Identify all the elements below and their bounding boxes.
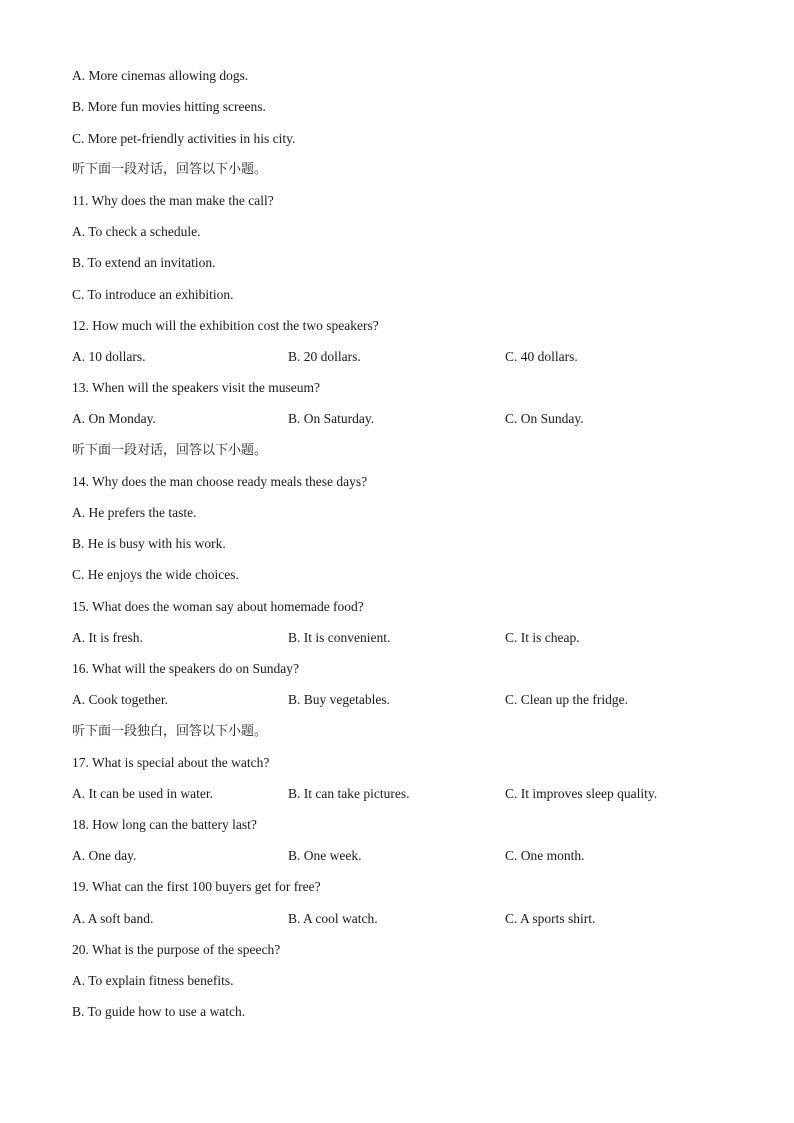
question-11: 11. Why does the man make the call? [72,193,274,208]
question-16: 16. What will the speakers do on Sunday? [72,661,299,676]
option-c: C. One month. [505,848,585,863]
option-b: B. On Saturday. [288,411,375,426]
option-text: B. To extend an invitation. [72,255,216,270]
option-a: A. It can be used in water. [72,786,213,801]
option-c: C. It improves sleep quality. [505,786,658,801]
question-18: 18. How long can the battery last? [72,817,257,832]
option-row [72,784,752,804]
option-b: B. One week. [288,848,362,863]
option-b: B. A cool watch. [288,911,378,926]
option-row [72,409,752,429]
option-a: A. 10 dollars. [72,349,146,364]
section-instruction: 听下面一段对话，回答以下小题。 [72,162,268,177]
question-19: 19. What can the first 100 buyers get for free? [72,879,321,894]
option-b: B. It can take pictures. [288,786,410,801]
question-20: 20. What is the purpose of the speech? [72,942,281,957]
option-row [72,690,752,710]
option-text: C. More pet-friendly activities in his city. [72,131,296,146]
option-b: B. 20 dollars. [288,349,361,364]
option-a: A. One day. [72,848,137,863]
option-text: B. More fun movies hitting screens. [72,99,266,114]
option-c: C. On Sunday. [505,411,584,426]
option-text: C. He enjoys the wide choices. [72,567,239,582]
option-a: A. On Monday. [72,411,156,426]
option-a: A. It is fresh. [72,630,143,645]
question-17: 17. What is special about the watch? [72,755,270,770]
option-row [72,909,752,929]
option-text: C. To introduce an exhibition. [72,287,234,302]
section-instruction: 听下面一段对话，回答以下小题。 [72,443,268,458]
option-row [72,628,752,648]
option-text: B. He is busy with his work. [72,536,226,551]
option-c: C. 40 dollars. [505,349,578,364]
option-text: A. To check a schedule. [72,224,201,239]
option-c: C. A sports shirt. [505,911,596,926]
option-a: A. A soft band. [72,911,154,926]
question-15: 15. What does the woman say about homemade food? [72,599,364,614]
section-instruction: 听下面一段独白，回答以下小题。 [72,724,268,739]
option-c: C. Clean up the fridge. [505,692,628,707]
option-a: A. Cook together. [72,692,168,707]
option-c: C. It is cheap. [505,630,580,645]
option-text: A. More cinemas allowing dogs. [72,68,249,83]
option-text: A. He prefers the taste. [72,505,197,520]
question-13: 13. When will the speakers visit the museum? [72,380,320,395]
option-text: A. To explain fitness benefits. [72,973,234,988]
option-row [72,846,752,866]
question-12: 12. How much will the exhibition cost the two speakers? [72,318,379,333]
option-b: B. It is convenient. [288,630,391,645]
option-text: B. To guide how to use a watch. [72,1004,246,1019]
question-14: 14. Why does the man choose ready meals these days? [72,474,368,489]
option-b: B. Buy vegetables. [288,692,390,707]
option-row [72,347,752,367]
